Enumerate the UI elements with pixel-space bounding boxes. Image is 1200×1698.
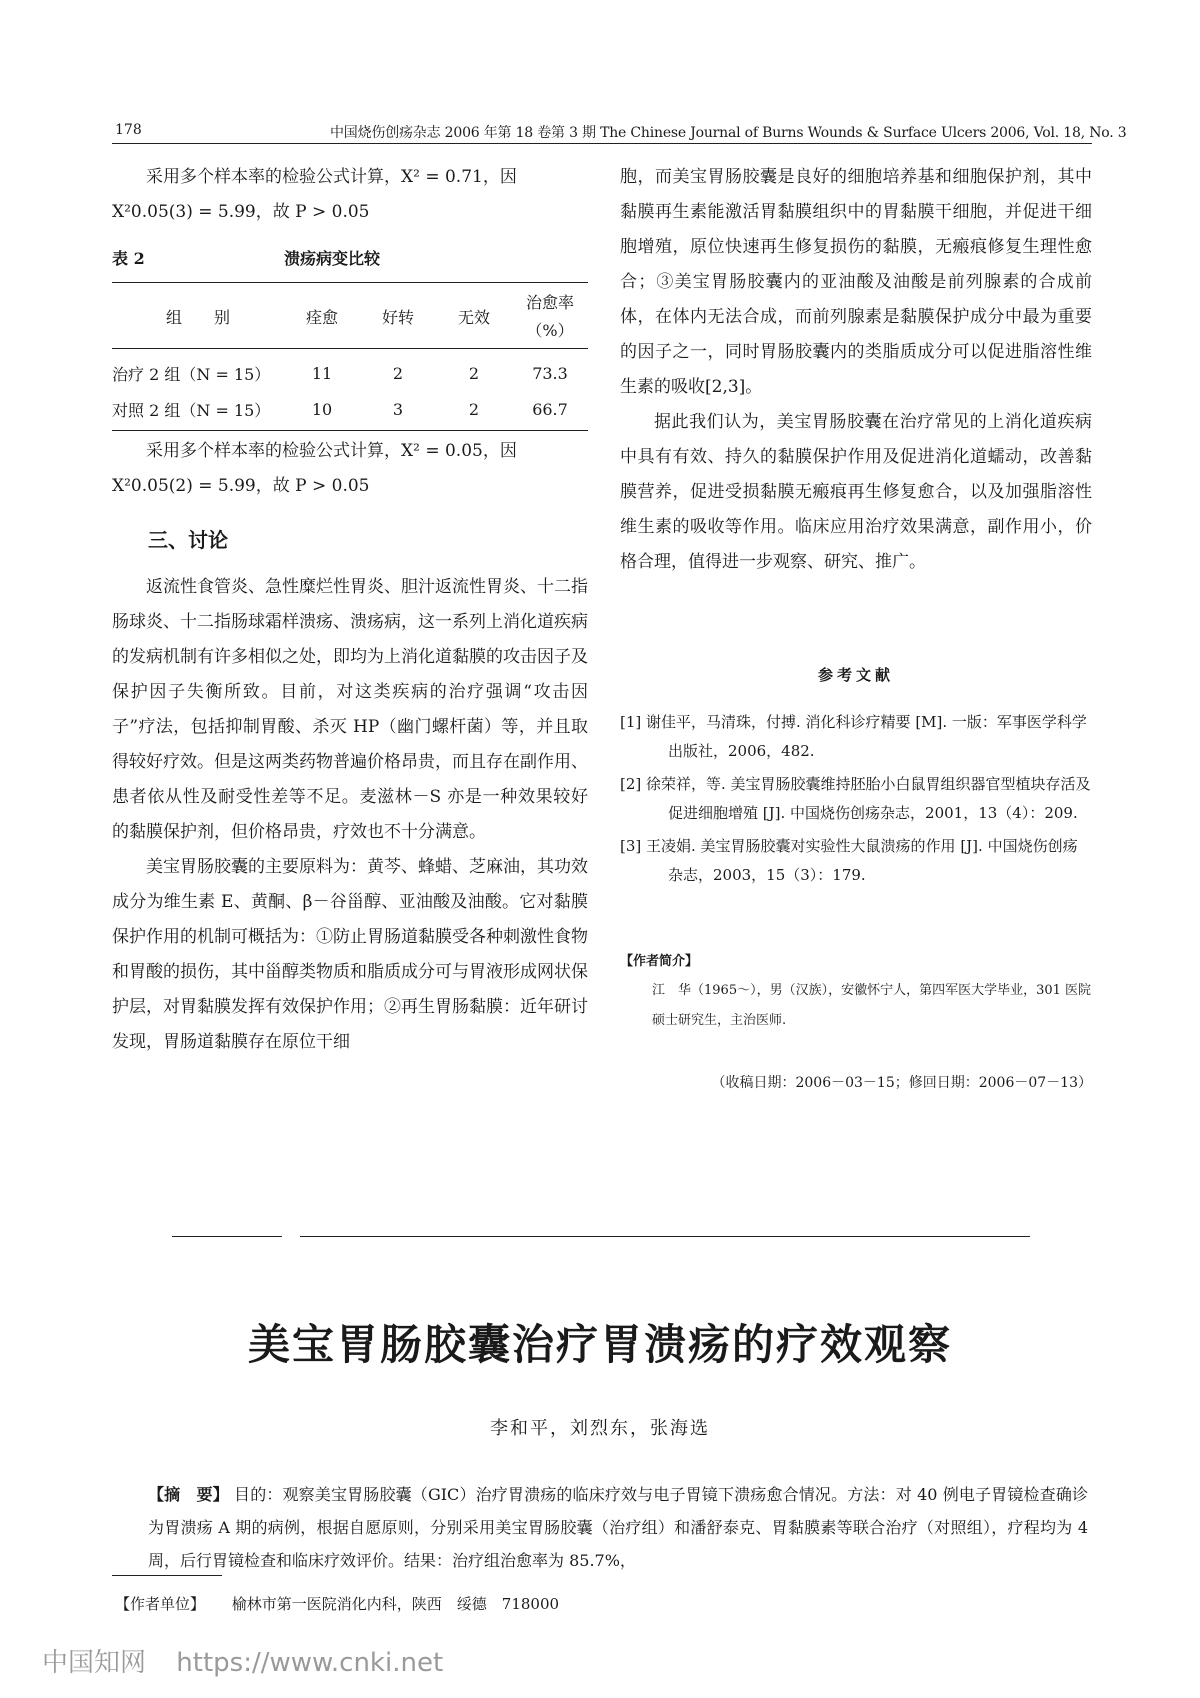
table2-caption	[112, 246, 588, 269]
right-column	[620, 160, 1092, 580]
page-number: 178	[115, 122, 142, 138]
abstract-label: 【摘 要】	[148, 1485, 229, 1504]
section-title: 三、讨论	[148, 528, 228, 552]
left-column-stats	[112, 434, 588, 504]
table-row	[112, 390, 588, 428]
separator-rule	[172, 1236, 282, 1237]
article-authors: 李和平，刘烈东，张海选	[490, 1418, 710, 1439]
header-group: 组 别	[165, 308, 230, 328]
running-head: 中国烧伤创疡杂志 2006 年第 18 卷第 3 期 The Chinese Journal of Burns Wounds & Surface Ulcers 2006, Vol. 18, No. 3	[330, 125, 1127, 141]
header-ineffective: 无效	[457, 308, 490, 328]
abstract-text: 目的：观察美宝胃肠胶囊（GIC）治疗胃溃疡的临床疗效与电子胃镜下溃疡愈合情况。方法：对 40 例电子胃镜检查确诊为胃溃疡 A 期的病例，根据自愿原则，分别采用美宝胃肠胶囊（治疗组）和潘舒泰克、胃黏膜素等联合治疗（对照组），疗程均为 4 周，后行胃镜检查和临床疗效评价。结果：治疗组治愈率为 85.7%，	[148, 1485, 1088, 1570]
table2-label: 表 2	[112, 249, 145, 268]
cell: 治疗 2 组（N = 15）	[112, 364, 271, 384]
table-top-rule	[112, 282, 588, 283]
discussion-paragraph: 胞，而美宝胃肠胶囊是良好的细胞培养基和细胞保护剂，其中黏膜再生素能激活胃黏膜组织中的胃黏膜干细胞，并促进干细胞增殖，原位快速再生修复损伤的黏膜，无瘢痕修复生理性愈合；③美宝胃肠胶囊内的亚油酸及油酸是前列腺素的合成前体，在体内无法合成，而前列腺素是黏膜保护成分中最为重要的因子之一，同时胃肠胶囊内的类脂质成分可以促进脂溶性维生素的吸收[2,3]。	[620, 167, 1092, 397]
author-intro-label: 【作者简介】	[620, 954, 699, 969]
table-bottom-rule	[112, 430, 588, 431]
cell: 11	[311, 363, 333, 383]
separator-rule	[300, 1236, 1030, 1237]
header-rule	[112, 143, 1092, 144]
references-list	[620, 708, 1092, 894]
references-title: 参考文献	[817, 666, 894, 684]
discussion-paragraph: 美宝胃肠胶囊的主要原料为：黄芩、蜂蜡、芝麻油，其功效成分为维生素 E、黄酮、β－谷甾醇、亚油酸及油酸。它对黏膜保护作用的机制可概括为：①防止胃肠道黏膜受各种刺激性食物和胃酸的损伤，其中甾醇类物质和脂质成分可与胃液形成网状保护层，对胃黏膜发挥有效保护作用；②再生胃肠黏膜：近年研讨发现，胃肠道黏膜存在原位干细	[112, 857, 588, 1052]
cell: 73.3	[532, 363, 568, 383]
cell: 2	[392, 363, 404, 383]
cnki-url[interactable]: https://www.cnki.net	[176, 1648, 444, 1678]
table2-title: 溃疡病变比较	[284, 249, 381, 268]
reference-item: [1] 谢佳平，马清珠，付搏. 消化科诊疗精要 [M]. 一版：军事医学科学出版社，2006，482.	[620, 713, 1087, 760]
article-title: 美宝胃肠胶囊治疗胃溃疡的疗效观察	[247, 1320, 952, 1369]
cell: 66.7	[532, 399, 568, 419]
discussion-paragraph: 据此我们认为，美宝胃肠胶囊在治疗常见的上消化道疾病中具有有效、持久的黏膜保护作用及促进消化道蠕动，改善黏膜营养，促进受损黏膜无瘢痕再生修复愈合，以及加强脂溶性维生素的吸收等作用。临床应用治疗效果满意，副作用小，价格合理，值得进一步观察、研究、推广。	[620, 412, 1092, 572]
received-dates: （收稿日期：2006－03－15；修回日期：2006－07－13）	[711, 1075, 1092, 1091]
cnki-watermark	[42, 1642, 443, 1679]
affiliation-text: 榆林市第一医院消化内科，陕西 绥德 718000	[231, 1595, 560, 1613]
header-cure-rate-label: 治愈率	[525, 292, 574, 312]
left-column-body	[112, 570, 588, 1060]
table2	[112, 286, 588, 428]
cell: 2	[468, 399, 480, 419]
discussion-paragraph: 返流性食管炎、急性糜烂性胃炎、胆汁返流性胃炎、十二指肠球炎、十二指肠球霜样溃疡、溃疡病，这一系列上消化道疾病的发病机制有许多相似之处，即均为上消化道黏膜的攻击因子及保护因子失衡所致。目前，对这类疾病的治疗强调“攻击因子”疗法，包括抑制胃酸、杀灭 HP（幽门螺杆菌）等，并且取得较好疗效。但是这两类药物普遍价格昂贵，而且存在副作用、患者依从性及耐受性差等不足。麦滋林－S 亦是一种效果较好的黏膜保护剂，但价格昂贵，疗效也不十分满意。	[112, 577, 588, 842]
cell: 2	[468, 363, 480, 383]
stat1-line2: X²0.05(3) = 5.99，故 P > 0.05	[112, 202, 370, 222]
left-column	[112, 160, 588, 230]
cell: 3	[392, 399, 404, 419]
affiliation-label: 【作者单位】	[115, 1595, 206, 1613]
header-cured: 痊愈	[305, 308, 338, 328]
footnote-rule	[112, 1575, 222, 1576]
affiliation-footnote	[115, 1593, 559, 1614]
header-cure-rate	[512, 286, 588, 348]
stat2-line2: X²0.05(2) = 5.99，故 P > 0.05	[112, 476, 370, 496]
cell: 10	[311, 399, 333, 419]
stat1-line1: 采用多个样本率的检验公式计算，X² = 0.71，因	[146, 167, 517, 187]
abstract	[148, 1478, 1088, 1577]
author-intro: 江 华（1965～），男（汉族），安徽怀宁人，第四军医大学毕业，301 医院硕士研究生，主治医师.	[652, 983, 1092, 1028]
header-cure-rate-unit: （%）	[526, 320, 574, 340]
header-improved: 好转	[381, 308, 414, 328]
reference-item: [3] 王凌娟. 美宝胃肠胶囊对实验性大鼠溃疡的作用 [J]. 中国烧伤创疡杂志，2003，15（3）：179.	[620, 837, 1078, 884]
table-header-row	[112, 286, 588, 348]
reference-item: [2] 徐荣祥，等. 美宝胃肠胶囊维持胚胎小白鼠胃组织器官型植块存活及促进细胞增殖 [J]. 中国烧伤创疡杂志，2001，13（4）：209.	[620, 775, 1091, 822]
stat2-line1: 采用多个样本率的检验公式计算，X² = 0.05，因	[146, 441, 517, 461]
table-row	[112, 356, 588, 390]
cnki-logo-text: 中国知网	[42, 1648, 147, 1678]
cell: 对照 2 组（N = 15）	[112, 400, 271, 420]
